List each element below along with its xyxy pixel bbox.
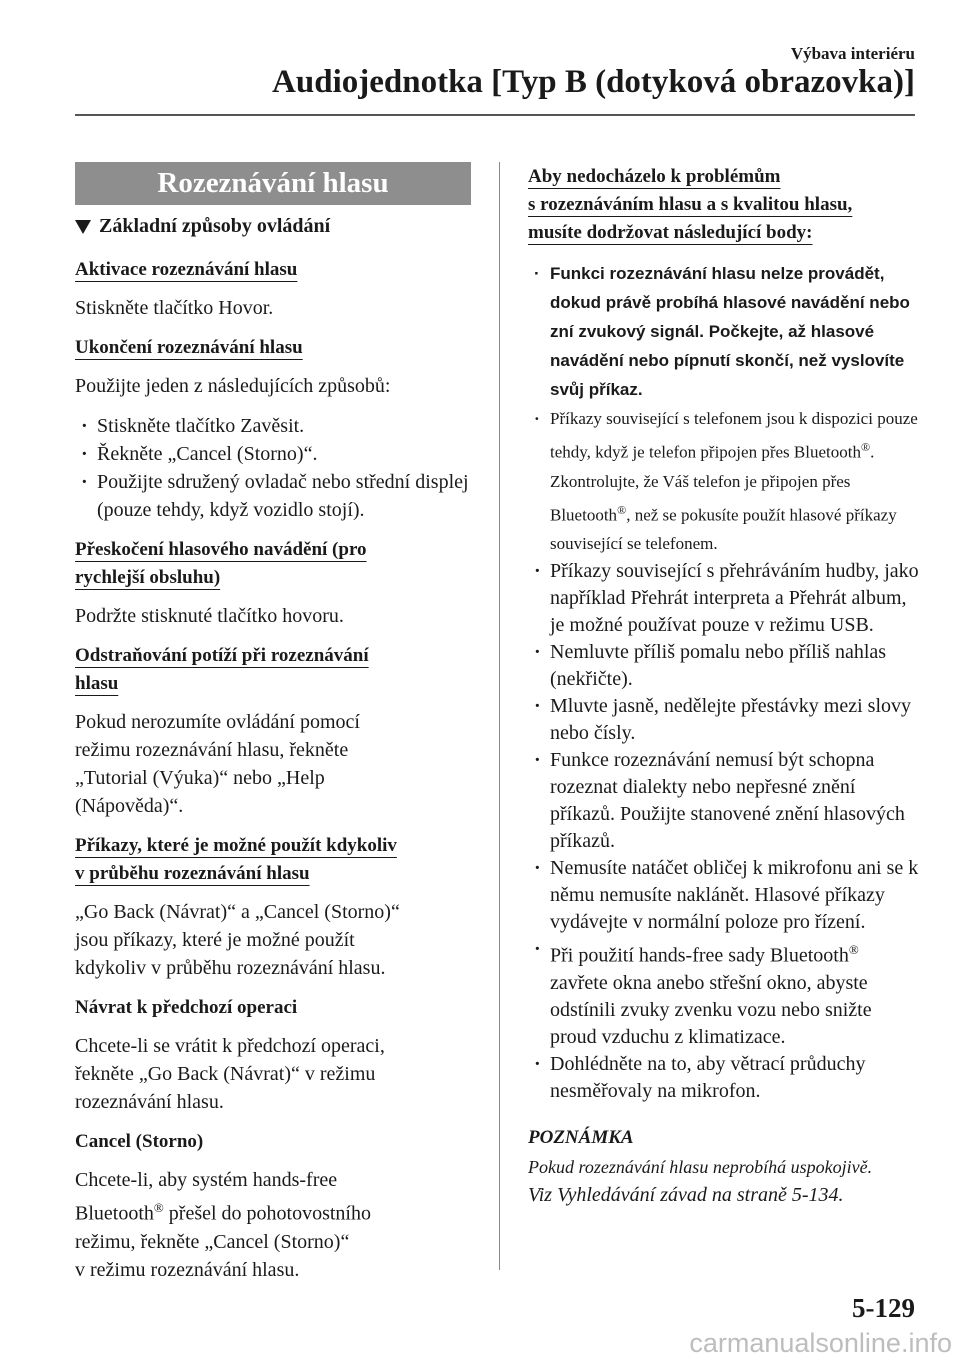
triangle-down-icon xyxy=(75,220,91,234)
list-item: · Nemluvte příliš pomalu nebo příliš nahlas (nekřičte). xyxy=(528,639,920,693)
commands-heading: Příkazy, které je možné použít kdykoliv v průběhu rozeznávání hlasu xyxy=(75,835,397,884)
activate-text: Stiskněte tlačítko Hovor. xyxy=(75,297,274,319)
end-text: Použijte jeden z následujících způsobů: xyxy=(75,375,391,397)
skip-heading: Přeskočení hlasového navádění (pro rychlejší obsluhu) xyxy=(75,539,367,588)
activate-heading: Aktivace rozeznávání hlasu xyxy=(75,259,298,280)
left-column xyxy=(75,162,471,1296)
basic-ops-label: Základní způsoby ovládání xyxy=(99,215,331,237)
page-title: Audiojednotka [Typ B (dotyková obrazovka)] xyxy=(272,64,915,100)
section-banner: Rozeznávání hlasu xyxy=(75,162,471,205)
list-item: · Příkazy související s přehráváním hudby, jako například Přehrát interpreta a Přehrát album, je možné používat pouze v režimu USB. xyxy=(528,558,920,639)
go-back-text: Chcete-li se vrátit k předchozí operaci, řekněte „Go Back (Návrat)“ v režimu rozeznávání hlasu. xyxy=(75,1035,385,1113)
list-item: · Funkce rozeznávání nemusí být schopna rozeznat dialekty nebo nepřesné znění příkazů. Použijte stanovené znění hlasových příkazů. xyxy=(528,747,920,855)
basic-ops-heading xyxy=(75,215,471,238)
note-text: Pokud rozeznávání hlasu neprobíhá uspokojivě. xyxy=(528,1156,873,1177)
list-item: · Použijte sdružený ovladač nebo střední displej (pouze tehdy, když vozidlo stojí). xyxy=(75,468,471,524)
list-item: · Mluvte jasně, nedělejte přestávky mezi slovy nebo čísly. xyxy=(528,693,920,747)
end-list xyxy=(75,412,471,524)
list-item: · Nemusíte natáčet obličej k mikrofonu ani se k němu nemusíte naklánět. Hlasové příkazy vydávejte v normální poloze pro řízení. xyxy=(528,855,920,936)
commands-text: „Go Back (Návrat)“ a „Cancel (Storno)“ jsou příkazy, které je možné použít kdykoliv v průběhu rozeznávání hlasu. xyxy=(75,901,400,979)
trouble-heading: Odstraňování potíží při rozeznávání hlasu xyxy=(75,645,369,694)
skip-text: Podržte stisknuté tlačítko hovoru. xyxy=(75,605,344,627)
trouble-text: Pokud nerozumíte ovládání pomocí režimu rozeznávání hlasu, řekněte „Tutorial (Výuka)“ nebo „Help (Nápověda)“. xyxy=(75,711,360,817)
cancel-heading: Cancel (Storno) xyxy=(75,1131,204,1152)
go-back-heading: Návrat k předchozí operaci xyxy=(75,997,298,1018)
header-rule xyxy=(75,114,915,116)
tips-list xyxy=(528,259,920,1105)
list-item: · Funkci rozeznávání hlasu nelze provádět, dokud právě probíhá hlasové navádění nebo zní zvukový signál. Počkejte, až hlasové navádění nebo pípnutí skončí, než vyslovíte svůj příkaz. xyxy=(528,259,920,404)
note-link[interactable]: Viz Vyhledávání závad na straně 5-134. xyxy=(528,1183,844,1206)
list-item: · Dohlédněte na to, aby větrací průduchy nesměřovaly na mikrofon. xyxy=(528,1051,920,1105)
tips-heading: Aby nedocházelo k problémům s rozeznáváním hlasu a s kvalitou hlasu, musíte dodržovat následující body: xyxy=(528,166,853,243)
watermark: carmanualsonline.info xyxy=(689,1328,952,1358)
end-heading: Ukončení rozeznávání hlasu xyxy=(75,337,303,358)
column-divider xyxy=(499,162,500,1270)
list-item: · Při použití hands-free sady Bluetooth® zavřete okna anebo střešní okno, abyste odstínili zvuky zvenku vozu nebo snižte proud vzduchu z klimatizace. xyxy=(528,936,920,1051)
cancel-text-cont: režimu, řekněte „Cancel (Storno)“ v režimu rozeznávání hlasu. xyxy=(75,1230,350,1281)
page-number: 5-129 xyxy=(852,1293,915,1323)
registered-mark: ® xyxy=(153,1200,164,1215)
list-item: · Příkazy související s telefonem jsou k dispozici pouze tehdy, když je telefon připojen přes Bluetooth®. Zkontrolujte, že Váš telefon je připojen přes Bluetooth®, než se pokusíte použít hlasové příkazy související se telefonem. xyxy=(528,404,920,558)
list-item: · Stiskněte tlačítko Zavěsit. xyxy=(75,412,471,440)
cancel-text: Chcete-li, aby systém hands-free Bluetooth® přešel do pohotovostního xyxy=(75,1169,371,1225)
section-label: Výbava interiéru xyxy=(790,44,915,63)
right-column xyxy=(528,163,920,1209)
list-item: · Řekněte „Cancel (Storno)“. xyxy=(75,440,471,468)
note-title: POZNÁMKA xyxy=(528,1126,634,1148)
